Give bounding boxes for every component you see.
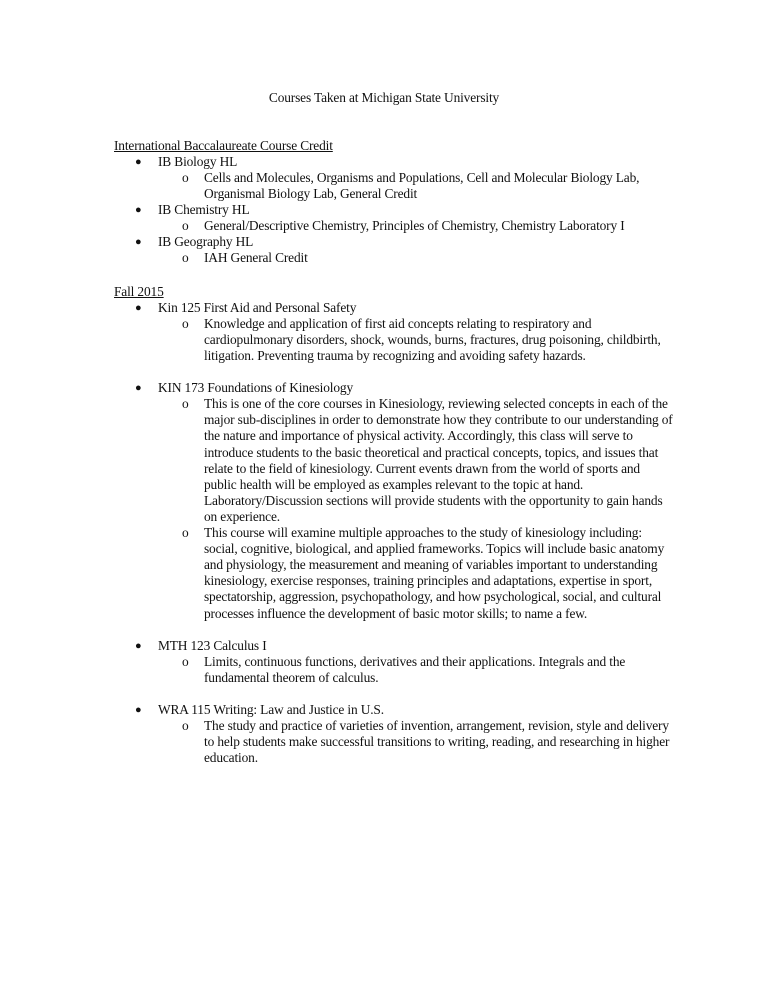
circle-bullet-icon: o [182,250,189,266]
course-item [114,202,674,218]
bullet-icon: ● [135,703,142,716]
course-detail [114,396,674,525]
circle-bullet-icon: o [182,170,189,185]
course-item [114,154,674,170]
course-detail [114,718,674,766]
circle-bullet-icon: o [182,717,189,733]
course-detail [114,250,674,266]
course-name: IB Biology HL [158,154,238,169]
circle-bullet-icon: o [182,653,189,669]
section-heading: Fall 2015 [114,284,164,299]
course-detail [114,170,674,202]
course-detail-text: This course will examine multiple approaches to the study of kinesiology including: social, cognitive, biological, and applied frameworks. Topics will include basic anatomy and physiology, the measurement and meaning of variables important to understanding kinesiology, exercise responses, training principles and adaptations, expertise in sport, spectatorship, aggression, psychopathology, and how psychological, social, and cultural processes influence the development of basic motor skills; to name a few. [204,525,665,621]
course-item [114,638,674,654]
bullet-icon: ● [135,639,142,652]
course-name: Kin 125 First Aid and Personal Safety [158,300,357,315]
course-detail-text: This is one of the core courses in Kinesiology, reviewing selected concepts in each of the major sub-disciplines in order to demonstrate how they contribute to our understanding of the nature and importance of physical activity. Accordingly, this class will serve to introduce students to the basic theoretical and practical concepts, topics, and issues that relate to the field of kinesiology. Current events drawn from the world of sports and public health will be employed as examples relevant to the topic at hand. Laboratory/Discussion sections will provide students with the opportunity to gain hands on experience. [204,396,673,524]
course-name: WRA 115 Writing: Law and Justice in U.S. [158,701,384,717]
bullet-icon: ● [135,156,142,168]
course-detail-text: Knowledge and application of first aid concepts relating to respiratory and cardiopulmonary disorders, shock, wounds, burns, fractures, drug poisoning, childbirth, litigation. Preventing trauma by recognizing and avoiding safety hazards. [204,316,661,364]
course-name: IB Geography HL [158,234,254,250]
course-name: IB Chemistry HL [158,202,250,218]
section-heading: International Baccalaureate Course Credit [114,138,333,153]
course-item [114,380,674,396]
bullet-icon: ● [135,302,142,314]
bullet-icon: ● [135,204,142,217]
course-item [114,234,674,250]
course-name: KIN 173 Foundations of Kinesiology [158,380,354,396]
course-detail [114,218,674,234]
course-name: MTH 123 Calculus I [158,637,267,653]
circle-bullet-icon: o [182,218,189,234]
section-ib-credit [114,138,674,266]
circle-bullet-icon: o [182,396,189,412]
course-detail [114,316,674,364]
course-detail-text: Limits, continuous functions, derivatives and their applications. Integrals and the fundamental theorem of calculus. [204,653,626,685]
course-detail-text: The study and practice of varieties of invention, arrangement, revision, style and delivery to help students make successful transitions to writing, reading, and researching in higher education. [204,717,670,765]
course-detail [114,525,674,622]
course-detail [114,654,674,686]
course-item [114,702,674,718]
course-detail-text: IAH General Credit [204,250,308,266]
course-detail-text: General/Descriptive Chemistry, Principles of Chemistry, Chemistry Laboratory I [204,218,625,234]
bullet-icon: ● [135,236,142,249]
bullet-icon: ● [135,382,142,395]
page-title: Courses Taken at Michigan State University [268,90,500,105]
circle-bullet-icon: o [182,316,189,331]
section-fall-2015 [114,284,674,766]
course-detail-text: Cells and Molecules, Organisms and Populations, Cell and Molecular Biology Lab, Organismal Biology Lab, General Credit [204,170,640,202]
course-item [114,300,674,316]
circle-bullet-icon: o [182,525,189,541]
